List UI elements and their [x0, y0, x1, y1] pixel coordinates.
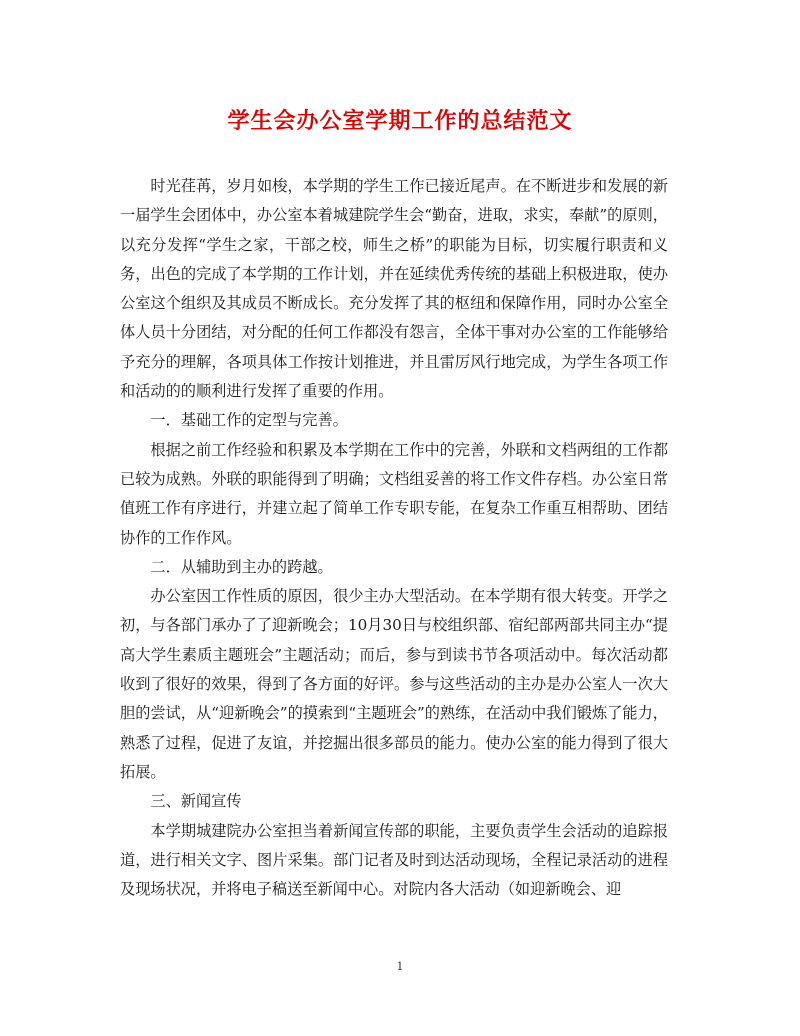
page-number: 1 — [396, 960, 404, 973]
section-heading-1: 一．基础工作的定型与完善。 — [150, 411, 348, 430]
section-heading-3: 三、新闻宣传 — [150, 792, 242, 811]
section-2-paragraph: 办公室因工作性质的原因，很少主办大型活动。在本学期有很大转变。开学之初，与各部门承办了了迎新晚会；10月30日与校组织部、宿纪部两部共同主办“提高大学生素质主题班会”主题活动；而后，参与到读书节各项活动中。每次活动都收到了很好的效果，得到了各方面的好评。参与这些活动的主办是办公室人一次大胆的尝试，从“迎新晚会”的摸索到“主题班会”的熟练，在活动中我们锻炼了能力，熟悉了过程，促进了友谊，并挖掘出很多部员的能力。使办公室的能力得到了很大拓展。 — [120, 587, 668, 781]
section-heading-2: 二．从辅助到主办的跨越。 — [150, 557, 333, 576]
document-body — [120, 172, 668, 904]
section-3-paragraph: 本学期城建院办公室担当着新闻宣传部的职能，主要负责学生会活动的追踪报道，进行相关文字、图片采集。部门记者及时到达活动现场，全程记录活动的进程及现场状况，并将电子稿送至新闻中心。对院内各大活动（如迎新晚会、迎 — [120, 821, 668, 899]
document-title: 学生会办公室学期工作的总结范文 — [227, 108, 573, 134]
section-1-paragraph: 根据之前工作经验和积累及本学期在工作中的完善，外联和文档两组的工作都已较为成熟。外联的职能得到了明确；文档组妥善的将工作文件存档。办公室日常值班工作有序进行，并建立起了简单工作专职专能，在复杂工作重互相帮助、团结协作的工作作风。 — [120, 440, 668, 547]
intro-paragraph: 时光荏苒，岁月如梭，本学期的学生工作已接近尾声。在不断进步和发展的新一届学生会团体中，办公室本着城建院学生会“勤奋，进取，求实，奉献”的原则，以充分发挥“学生之家，干部之校，师生之桥”的职能为目标，切实履行职责和义务，出色的完成了本学期的工作计划，并在延续优秀传统的基础上积极进取，使办公室这个组织及其成员不断成长。充分发挥了其的枢纽和保障作用，同时办公室全体人员十分团结，对分配的任何工作都没有怨言，全体干事对办公室的工作能够给予充分的理解，各项具体工作按计划推进，并且雷厉风行地完成，为学生各项工作和活动的的顺利进行发挥了重要的作用。 — [120, 177, 668, 401]
